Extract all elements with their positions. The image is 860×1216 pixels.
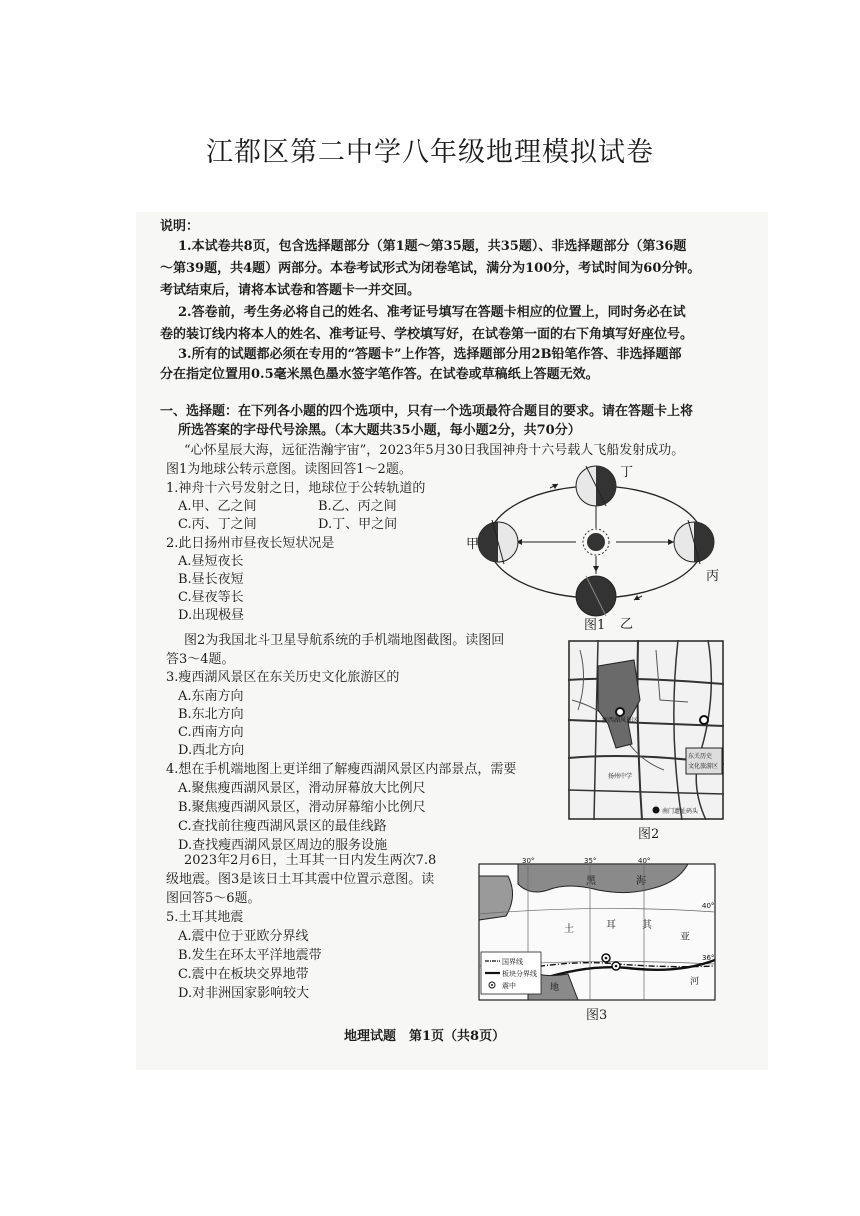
city-map-figure — [568, 640, 724, 820]
intro-text: 级地震。图3是该日土耳其震中位置示意图。读 — [166, 872, 435, 887]
figure-caption: 图2 — [638, 827, 660, 842]
instructions-line: 2.答卷前，考生务必将自己的姓名、准考证号填写在答题卡相应的位置上，同时务必在试 — [178, 305, 686, 320]
earth-position-yi — [576, 576, 616, 616]
earth-position-bing — [674, 520, 714, 564]
turkey-earthquake-map — [478, 856, 722, 1002]
option: D.丁、甲之间 — [318, 517, 398, 532]
option: A.聚焦瘦西湖风景区，滑动屏幕放大比例尺 — [178, 781, 426, 796]
intro-text: 图1为地球公转示意图。读图回答1～2题。 — [166, 462, 412, 477]
earth-orbit-diagram — [462, 462, 722, 632]
option: D.西北方向 — [178, 743, 245, 758]
map-label-gate: 扬州中学 — [608, 773, 633, 780]
instructions-line: 1.本试卷共8页，包含选择题部分（第1题～第35题，共35题）、非选择题部分（第36题 — [178, 239, 687, 254]
lat-label: 36° — [702, 954, 715, 962]
sun-icon — [587, 533, 605, 551]
question-stem: 5.土耳其地震 — [166, 910, 244, 925]
east-marker-icon — [700, 716, 708, 724]
page-title: 江都区第二中学八年级地理模拟试卷 — [206, 137, 654, 168]
label-yi: 乙 — [620, 617, 634, 632]
figure-caption: 图1 — [584, 618, 606, 633]
map-label-country: 其 — [642, 920, 652, 931]
option: B.乙、丙之间 — [318, 499, 397, 514]
instructions-line: 3.所有的试题都必须在专用的“答题卡”上作答，选择题部分用2B铅笔作答、非选择题部 — [178, 347, 682, 362]
intro-text: 图2为我国北斗卫星导航系统的手机端地图截图。读图回 — [184, 633, 505, 648]
instructions-heading: 说明： — [160, 219, 200, 234]
section-header: 一、选择题：在下列各小题的四个选项中，只有一个选项最符合题目的要求。请在答题卡上将 — [160, 404, 694, 419]
option: D.出现极昼 — [178, 608, 245, 623]
label-jia: 甲 — [466, 537, 480, 552]
map-label-east: 东关历史 — [688, 753, 713, 760]
option: B.发生在环太平洋地震带 — [178, 948, 322, 963]
instructions-line: ～第39题，共4题）两部分。本卷考试形式为闭卷笔试，满分为100分，考试时间为60分钟。 — [160, 261, 701, 276]
legend-epicenter: 震中 — [502, 982, 516, 990]
earth-position-ding — [576, 466, 616, 506]
legend-plate: 板块分界线 — [502, 970, 537, 978]
intro-text: 答3～4题。 — [166, 652, 235, 667]
page-footer: 地理试题 第1页（共8页） — [344, 1029, 506, 1044]
instructions-line: 分在指定位置用0.5毫米黑色墨水签字笔作答。在试卷或草稿纸上答题无效。 — [160, 367, 599, 382]
map-label-med: 地 — [550, 983, 560, 993]
lon-label: 30° — [522, 857, 535, 865]
scenic-marker-icon — [616, 708, 624, 716]
lon-label: 40° — [638, 857, 651, 865]
option: B.东北方向 — [178, 707, 244, 722]
map-label-sea1: 黑 — [586, 876, 596, 887]
option: C.昼夜等长 — [178, 590, 244, 605]
earth-position-jia — [478, 520, 518, 564]
map-label-river: 河 — [690, 977, 700, 987]
option: D.查找瘦西湖风景区周边的服务设施 — [178, 838, 388, 853]
instructions-line: 考试结束后，请将本试卷和答题卡一并交回。 — [160, 283, 421, 298]
question-stem: 1.神舟十六号发射之日，地球位于公转轨道的 — [166, 481, 426, 496]
option: C.丙、丁之间 — [178, 517, 257, 532]
option: A.东南方向 — [178, 689, 244, 704]
map-label-country: 耳 — [606, 920, 616, 931]
intro-text: 图回答5～6题。 — [166, 891, 261, 906]
label-ding: 丁 — [620, 465, 634, 480]
question-stem: 2.此日扬州市昼夜长短状况是 — [166, 536, 335, 551]
map-label-region: 亚 — [680, 932, 690, 943]
option: A.震中位于亚欧分界线 — [178, 929, 309, 944]
instructions-line: 卷的装订线内将本人的姓名、准考证号、学校填写好，在试卷第一面的右下角填写好座位号。 — [160, 327, 694, 342]
map-label-country: 土 — [564, 924, 574, 935]
option: D.对非洲国家影响较大 — [178, 986, 310, 1001]
location-marker-icon — [653, 807, 660, 814]
legend-border: 国界线 — [502, 958, 523, 966]
section-header: 所选答案的字母代号涂黑。（本大题共35小题，每小题2分，共70分） — [178, 423, 581, 438]
map-label-scenic: 瘦西湖风景区 — [602, 717, 639, 724]
option: A.甲、乙之间 — [178, 499, 257, 514]
option: B.昼长夜短 — [178, 572, 244, 587]
option: B.聚焦瘦西湖风景区，滑动屏幕缩小比例尺 — [178, 800, 426, 815]
intro-text: 2023年2月6日，土耳其一日内发生两次7.8 — [184, 853, 437, 868]
option: C.查找前往瘦西湖风景区的最佳线路 — [178, 819, 387, 834]
map-label-east: 文化旅游区 — [688, 763, 719, 770]
map-label-sea2: 海 — [636, 876, 646, 887]
figure-caption: 图3 — [586, 1008, 608, 1023]
question-stem: 3.瘦西湖风景区在东关历史文化旅游区的 — [166, 670, 400, 685]
intro-text: “心怀星辰大海，远征浩瀚宇宙”，2023年5月30日我国神舟十六号载人飞船发射成功。 — [184, 443, 685, 458]
label-bing: 丙 — [706, 569, 720, 584]
option: A.昼短夜长 — [178, 554, 244, 569]
lon-label: 35° — [584, 857, 597, 865]
lat-label: 40° — [702, 902, 715, 910]
map-label-bottom: 南门遗址码头 — [662, 808, 699, 815]
option: C.西南方向 — [178, 725, 244, 740]
option: C.震中在板块交界地带 — [178, 967, 309, 982]
question-stem: 4.想在手机端地图上更详细了解瘦西湖风景区内部景点，需要 — [166, 762, 517, 777]
